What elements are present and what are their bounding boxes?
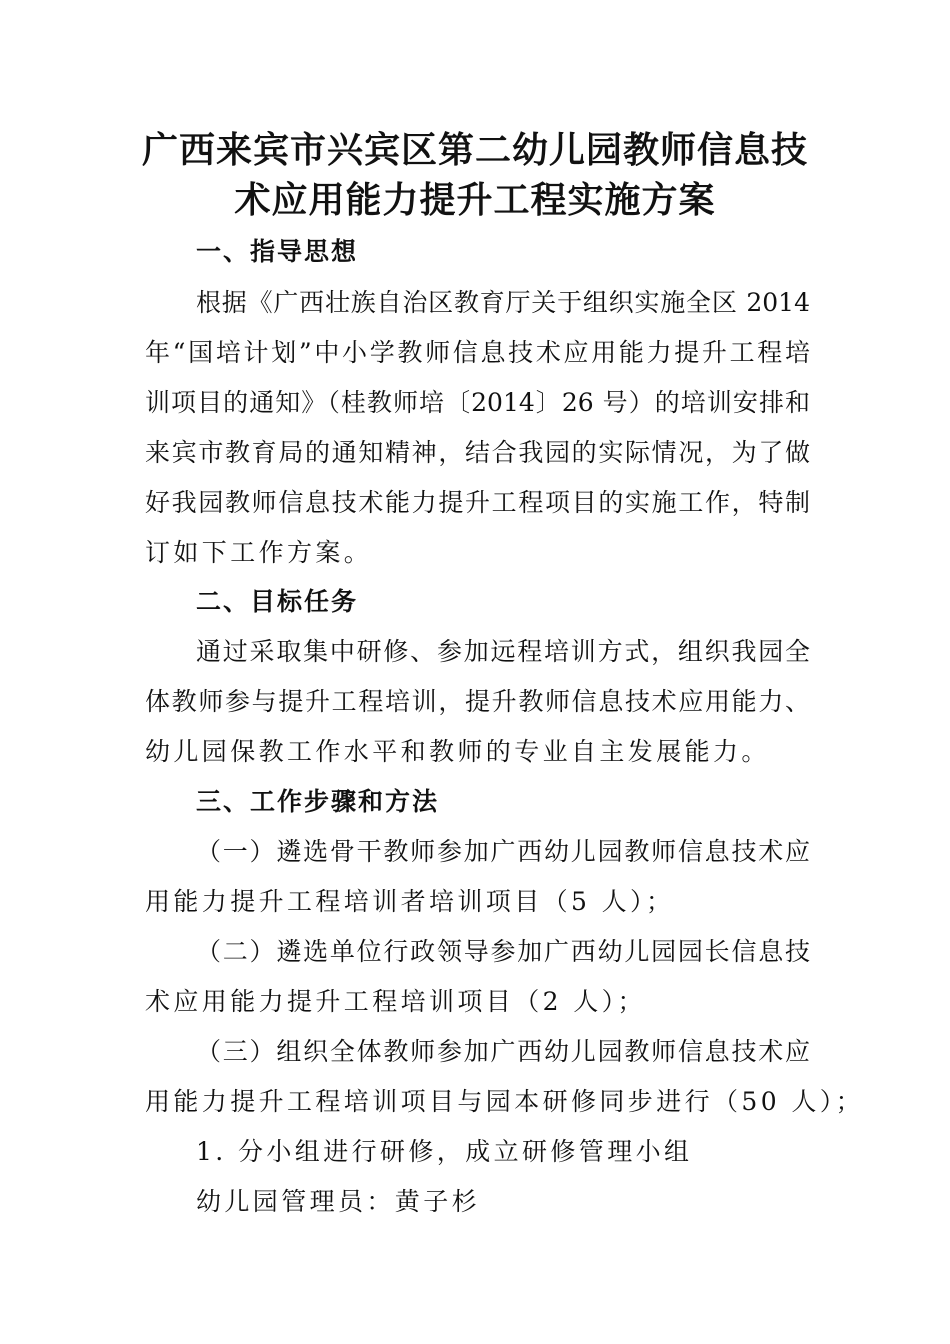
paragraph-line: （一）遴选骨干教师参加广西幼儿园教师信息技术应 <box>196 837 810 866</box>
section-heading-steps-methods: 三、工作步骤和方法 <box>196 787 440 816</box>
paragraph-line: 通过采取集中研修、参加远程培训方式，组织我园全 <box>196 637 810 666</box>
paragraph-line: 用能力提升工程培训者培训项目（5 人）； <box>145 887 675 916</box>
section-heading-goals: 二、目标任务 <box>196 587 359 616</box>
paragraph-line: 好我园教师信息技术能力提升工程项目的实施工作，特制 <box>145 488 810 517</box>
paragraph-line: 用能力提升工程培训项目与园本研修同步进行（50 人）； <box>145 1087 865 1116</box>
paragraph-line: 体教师参与提升工程培训，提升教师信息技术应用能力、 <box>145 687 810 716</box>
paragraph-line: 1. 分小组进行研修，成立研修管理小组 <box>196 1137 693 1166</box>
section-heading-guiding-ideology: 一、指导思想 <box>196 237 359 266</box>
paragraph-line: 幼儿园保教工作水平和教师的专业自主发展能力。 <box>145 737 770 766</box>
paragraph-line: 术应用能力提升工程培训项目（2 人）； <box>145 987 646 1016</box>
paragraph-line: 来宾市教育局的通知精神，结合我园的实际情况，为了做 <box>145 438 810 467</box>
paragraph-line: 年“国培计划”中小学教师信息技术应用能力提升工程培 <box>145 338 810 367</box>
paragraph-line: 幼儿园管理员：黄子杉 <box>196 1187 481 1216</box>
paragraph-line: 订如下工作方案。 <box>145 538 373 567</box>
document-title-line-1: 广西来宾市兴宾区第二幼儿园教师信息技 <box>141 129 808 171</box>
paragraph-line: 训项目的通知》（桂教师培〔2014〕26 号）的培训安排和 <box>145 388 810 417</box>
document-title-line-2: 术应用能力提升工程实施方案 <box>234 179 716 221</box>
paragraph-line: 根据《广西壮族自治区教育厅关于组织实施全区 2014 <box>196 288 810 317</box>
paragraph-line: （二）遴选单位行政领导参加广西幼儿园园长信息技 <box>196 937 810 966</box>
paragraph-line: （三）组织全体教师参加广西幼儿园教师信息技术应 <box>196 1037 810 1066</box>
